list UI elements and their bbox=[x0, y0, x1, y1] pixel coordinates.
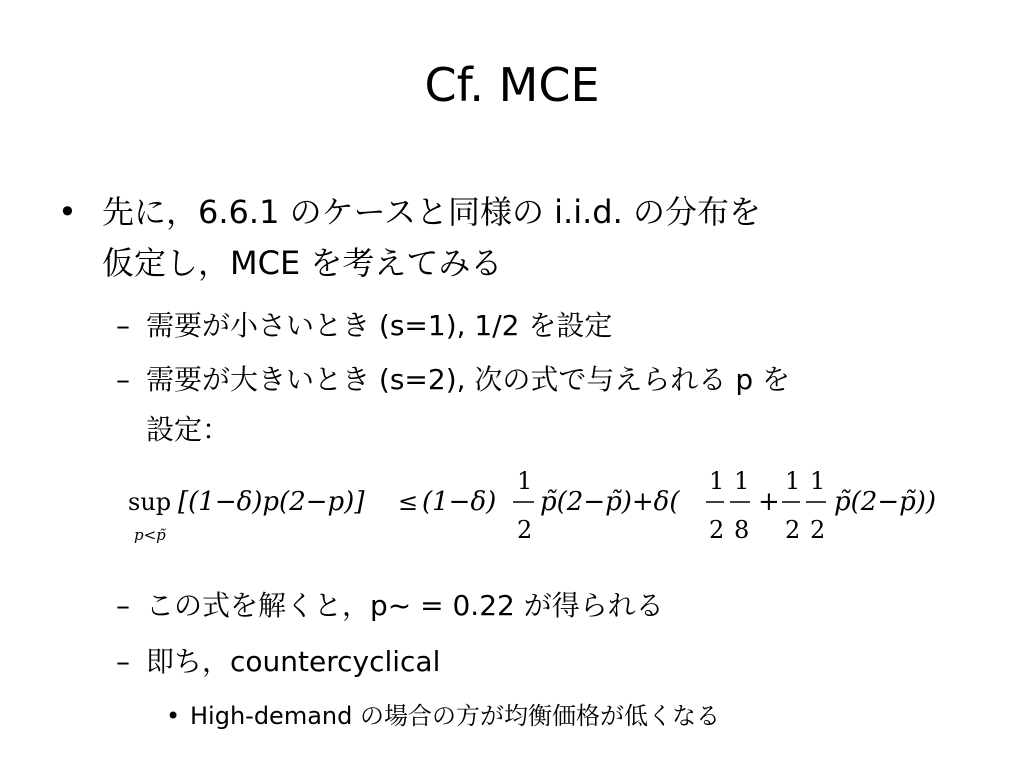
formula-rhs-part1: (1−δ) bbox=[422, 487, 497, 517]
sub-bullet-text: 需要が小さいとき (s=1), 1/2 を設定 bbox=[146, 309, 613, 342]
formula bbox=[120, 462, 980, 558]
slide-title: Cf. MCE bbox=[424, 58, 600, 112]
fraction-denominator: 2 bbox=[709, 516, 725, 544]
formula-plus: + bbox=[758, 487, 780, 517]
sub-bullet-text-line2: 設定： bbox=[146, 413, 231, 446]
formula-lhs: [(1−δ)p(2−p)] bbox=[178, 487, 365, 517]
bullet-text-line1: 先に，6.6.1 のケースと同様の i.i.d. の分布を bbox=[102, 193, 761, 231]
dash-marker: – bbox=[116, 363, 130, 396]
fraction-numerator: 1 bbox=[785, 467, 801, 495]
sub-bullet-text-line1: 需要が大きいとき (s=2), 次の式で与えられる p を bbox=[146, 363, 790, 396]
sub-bullet-text: この式を解くと，p~ = 0.22 が得られる bbox=[146, 589, 664, 622]
fraction-numerator: 1 bbox=[517, 467, 533, 495]
bullet-marker: • bbox=[58, 193, 77, 231]
formula-sup-subscript: p<p̃ bbox=[134, 526, 166, 544]
sub-sub-bullet-text: High-demand の場合の方が均衡価格が低くなる bbox=[190, 702, 720, 730]
bullet-text-line2: 仮定し，MCE を考えてみる bbox=[102, 244, 503, 282]
dash-marker: – bbox=[116, 309, 130, 342]
formula-rhs-part2: p̃(2−p̃)+δ( bbox=[540, 487, 680, 517]
fraction-numerator: 1 bbox=[709, 467, 725, 495]
fraction-denominator: 2 bbox=[810, 516, 826, 544]
dash-marker: – bbox=[116, 589, 130, 622]
fraction-denominator: 2 bbox=[785, 516, 801, 544]
sub-bullet-text: 即ち，countercyclical bbox=[146, 645, 441, 678]
fraction-denominator: 2 bbox=[517, 516, 533, 544]
fraction-denominator: 8 bbox=[734, 516, 750, 544]
dash-marker: – bbox=[116, 645, 130, 678]
formula-sup: sup bbox=[128, 488, 172, 516]
formula-relation: ≤ bbox=[398, 488, 419, 516]
formula-rhs-part3: p̃(2−p̃)) bbox=[834, 487, 937, 517]
bullet-marker: • bbox=[166, 702, 181, 730]
fraction-numerator: 1 bbox=[810, 467, 826, 495]
fraction-numerator: 1 bbox=[734, 467, 750, 495]
